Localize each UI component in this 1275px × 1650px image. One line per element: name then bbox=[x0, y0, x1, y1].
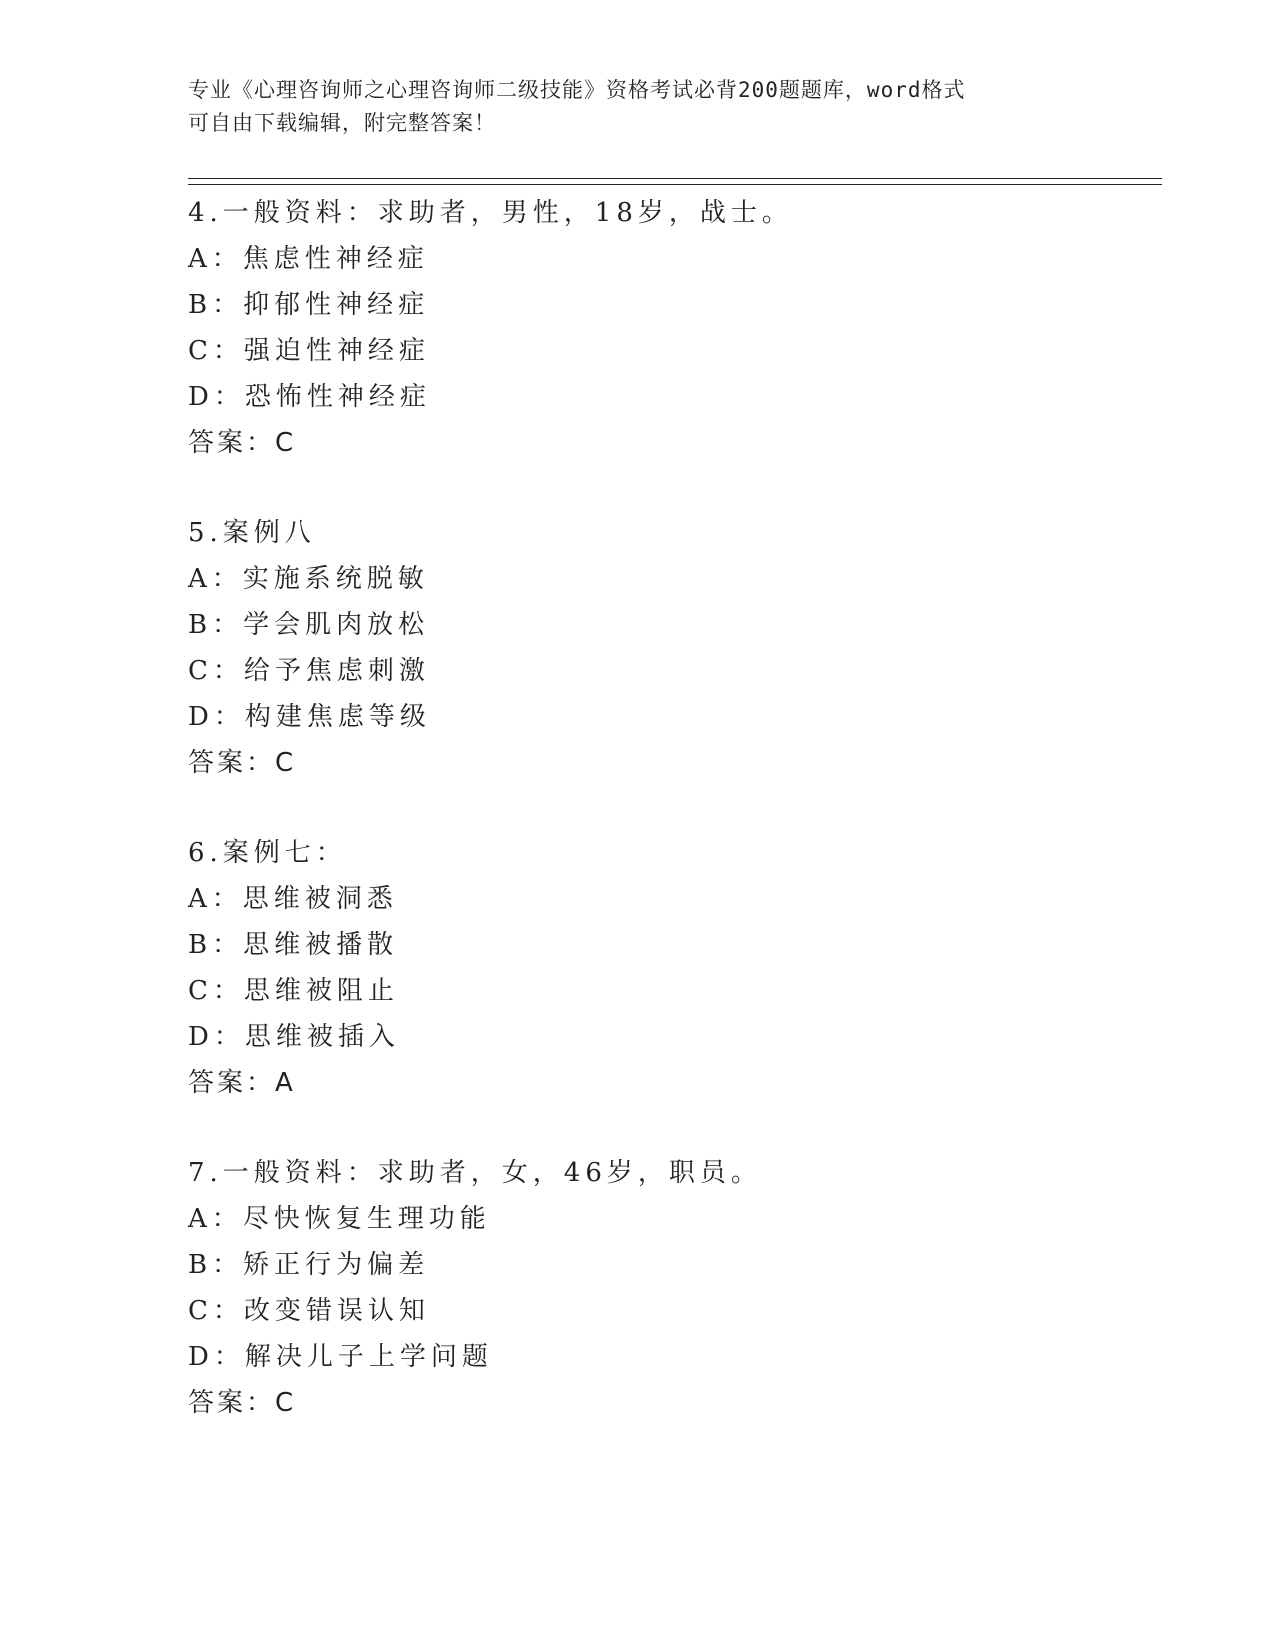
option-d: D：恐怖性神经症 bbox=[188, 382, 431, 412]
answer: 答案：C bbox=[188, 748, 297, 778]
question-7 bbox=[188, 1150, 1148, 1426]
option-b: B：矫正行为偏差 bbox=[188, 1250, 430, 1280]
answer: 答案：C bbox=[188, 1388, 297, 1418]
question-list bbox=[188, 190, 1148, 1426]
option-c: C：改变错误认知 bbox=[188, 1296, 430, 1326]
option-b: B：思维被播散 bbox=[188, 930, 399, 960]
question-stem: 7.一般资料：求助者，女，46岁，职员。 bbox=[188, 1158, 762, 1188]
question-5 bbox=[188, 510, 1148, 786]
option-b: B：学会肌肉放松 bbox=[188, 610, 430, 640]
option-b: B：抑郁性神经症 bbox=[188, 290, 430, 320]
answer: 答案：A bbox=[188, 1068, 296, 1098]
question-4 bbox=[188, 190, 1148, 466]
option-d: D：思维被插入 bbox=[188, 1022, 400, 1052]
question-stem: 6.案例七： bbox=[188, 838, 347, 868]
option-d: D：构建焦虑等级 bbox=[188, 702, 431, 732]
question-6 bbox=[188, 830, 1148, 1106]
option-c: C：强迫性神经症 bbox=[188, 336, 430, 366]
option-a: A：实施系统脱敏 bbox=[188, 564, 429, 594]
option-a: A：尽快恢复生理功能 bbox=[188, 1204, 491, 1234]
header-divider bbox=[188, 178, 1162, 185]
option-c: C：思维被阻止 bbox=[188, 976, 399, 1006]
header-line-2: 可自由下载编辑，附完整答案！ bbox=[188, 111, 496, 135]
option-a: A：焦虑性神经症 bbox=[188, 244, 429, 274]
header-line-1: 专业《心理咨询师之心理咨询师二级技能》资格考试必背200题题库，word格式 bbox=[188, 78, 966, 102]
answer: 答案：C bbox=[188, 428, 297, 458]
option-a: A：思维被洞悉 bbox=[188, 884, 398, 914]
option-c: C：给予焦虑刺激 bbox=[188, 656, 430, 686]
document-header bbox=[188, 74, 1088, 140]
question-stem: 4.一般资料：求助者，男性，18岁，战士。 bbox=[188, 198, 793, 228]
question-stem: 5.案例八 bbox=[188, 518, 316, 548]
option-d: D：解决儿子上学问题 bbox=[188, 1342, 493, 1372]
